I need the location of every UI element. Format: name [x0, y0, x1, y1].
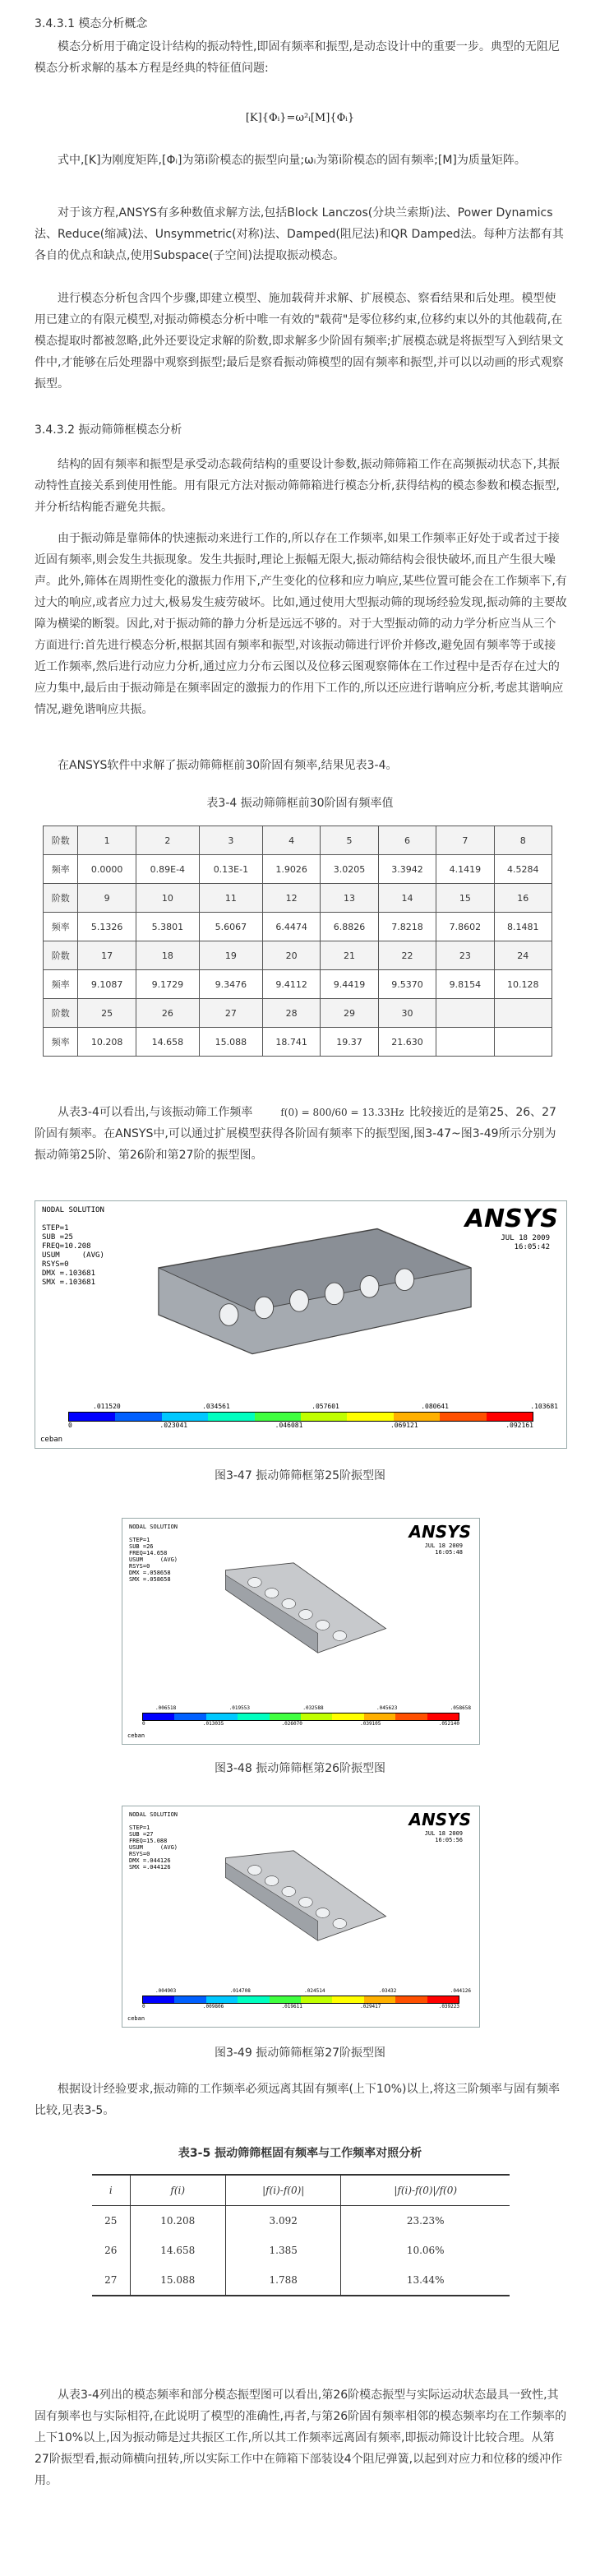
contour-band [301, 1996, 332, 2003]
legend-tick-label: 0 [68, 1422, 72, 1429]
table-cell: 6.4474 [262, 913, 320, 941]
contour-legend-bar [142, 1713, 459, 1721]
column-header: |f(i)-f(0)| [226, 2175, 341, 2206]
header-row [92, 2175, 510, 2206]
section-heading-modal-concept: 3.4.3.1 模态分析概念 [35, 17, 148, 30]
table-cell: 0.0000 [78, 855, 136, 884]
table-cell: 2 [136, 826, 199, 855]
table-cell: 27 [199, 999, 262, 1028]
table-cell: 1.788 [226, 2265, 341, 2296]
row-header-cell: 阶数 [44, 941, 78, 970]
table-cell: 18.741 [262, 1028, 320, 1057]
contour-band [238, 1713, 269, 1720]
table-cell: 10.208 [130, 2206, 225, 2236]
legend-tick-label: .009806 [202, 2004, 224, 2009]
contour-band [440, 1413, 486, 1421]
row-header-cell: 频率 [44, 1028, 78, 1057]
table-cell: 30 [378, 999, 436, 1028]
table-cell: 25 [104, 2215, 118, 2227]
table-cell: 19.37 [321, 1028, 378, 1057]
eigen-equation: [K]{Φᵢ}=ω²ᵢ[M]{Φᵢ} [245, 112, 355, 124]
solution-time: 16:05:42 [514, 1243, 550, 1251]
frequency-row [44, 855, 552, 884]
legend-ticks-top [142, 2004, 459, 2009]
table-cell: 17 [78, 941, 136, 970]
legend-tick-label: .03432 [378, 1988, 397, 1994]
table-cell: 25 [78, 999, 136, 1028]
table-cell: 4.1419 [436, 855, 494, 884]
contour-band [143, 1713, 174, 1720]
row-header-cell: 阶数 [44, 826, 78, 855]
legend-tick-label: .044126 [450, 1988, 471, 1994]
table-cell: 9.1087 [78, 970, 136, 999]
paragraph: 结构的固有频率和振型是承受动态载荷结构的重要设计参数,振动筛筛箱工作在高频振动状态下,其振动特性直接关系到使用性能。用有限元方法对振动筛筛箱进行模态分析,获得结构的模态参数和模态振型,并分析结构能否避免共振。 [35, 458, 560, 514]
table-cell: 15.088 [199, 1028, 262, 1057]
legend-tick-label: .006518 [155, 1705, 177, 1711]
table-cell: 27 [92, 2265, 130, 2296]
contour-band [347, 1413, 393, 1421]
table-cell: 13 [321, 884, 378, 913]
table-cell: 28 [262, 999, 320, 1028]
column-header: i [92, 2175, 130, 2206]
contour-band [162, 1413, 208, 1421]
table-cell: 12 [262, 884, 320, 913]
table-cell: 18 [136, 941, 199, 970]
figure-caption: 图3-48 振动筛筛框第26阶振型图 [214, 1762, 386, 1775]
frequency-row [44, 913, 552, 941]
table-cell: 9.4419 [321, 970, 378, 999]
legend-tick-label: .032588 [302, 1705, 324, 1711]
contour-band [208, 1413, 254, 1421]
contour-band [394, 1413, 440, 1421]
table-cell: 11 [199, 884, 262, 913]
contour-band [332, 1996, 363, 2003]
legend-tick-label: .026070 [281, 1721, 302, 1727]
legend-tick-label: .039105 [360, 1721, 381, 1727]
solution-date: JUL 18 2009 [501, 1234, 550, 1242]
row-header-cell: 频率 [44, 855, 78, 884]
figure-caption: 图3-49 振动筛筛框第27阶振型图 [214, 2046, 386, 2060]
table-cell: 5.3801 [136, 913, 199, 941]
table-cell: 6.8826 [321, 913, 378, 941]
table-cell: 21.630 [378, 1028, 436, 1057]
figure-footer: ceban [127, 1732, 145, 1739]
table-cell: 9.1729 [136, 970, 199, 999]
table-cell: 10 [136, 884, 199, 913]
legend-tick-label: .029417 [360, 2004, 381, 2009]
solution-info: NODAL SOLUTION STEP=1 SUB =27 FREQ=15.088 USUM (AVG) RSYS=0 DMX =.044126 SMX =.044126 [129, 1811, 178, 1871]
figure-footer: ceban [40, 1436, 63, 1444]
table-cell: 26 [104, 2245, 118, 2256]
legend-tick-label: .019553 [228, 1705, 250, 1711]
contour-band [206, 1713, 238, 1720]
table-cell: 29 [321, 999, 378, 1028]
table-cell: 26 [136, 999, 199, 1028]
legend-tick-label: .013035 [202, 1721, 224, 1727]
ansys-logo: ANSYS [464, 1205, 558, 1233]
legend-tick-label: .024514 [304, 1988, 325, 1994]
contour-band [174, 1713, 205, 1720]
row-header-cell: 阶数 [44, 884, 78, 913]
table-caption: 表3-4 振动筛筛框前30阶固有频率值 [206, 797, 394, 810]
table-cell: 8 [494, 826, 552, 855]
row-header-cell: 阶数 [44, 999, 78, 1028]
contour-band [255, 1413, 301, 1421]
figure-caption: 图3-47 振动筛筛框第25阶振型图 [214, 1469, 386, 1482]
contour-band [115, 1413, 161, 1421]
legend-tick-label: .046081 [275, 1422, 303, 1429]
table-row [92, 2236, 510, 2265]
contour-band [270, 1713, 301, 1720]
paragraph: 对于该方程,ANSYS有多种数值求解方法,包括Block Lanczos(分块兰索斯)法、Power Dynamics法、Reduce(缩减)法、Unsymmetric(对称)法、Damped(阻尼法)和QR Damped法。每种方法都有其各自的优点和缺点,使用Subspace(子空间)法提取振动模态。 [35, 206, 564, 262]
table-cell: 10.06% [341, 2236, 510, 2265]
contour-band [270, 1996, 301, 2003]
column-header: f(i) [130, 2175, 225, 2206]
legend-ticks-bottom [155, 1988, 471, 1994]
working-frequency-formula: f(0) = 800/60 = 13.33Hz [280, 1107, 404, 1118]
table-cell: 9 [78, 884, 136, 913]
contour-band [301, 1413, 347, 1421]
table-cell: 7 [436, 826, 494, 855]
legend-tick-label: .014708 [229, 1988, 251, 1994]
legend-ticks-top [68, 1422, 533, 1429]
legend-tick-label: .019611 [281, 2004, 302, 2009]
solution-time: 16:05:48 [435, 1549, 463, 1556]
table-cell: 6 [378, 826, 436, 855]
legend-tick-label: .045623 [376, 1705, 398, 1711]
mode-shape-figure-25 [35, 1200, 567, 1449]
table-cell [436, 999, 494, 1028]
contour-band [395, 1713, 427, 1720]
table-cell: 14 [378, 884, 436, 913]
legend-ticks-top [142, 1721, 459, 1727]
solution-info: NODAL SOLUTION STEP=1 SUB =25 FREQ=10.208 USUM (AVG) RSYS=0 DMX =.103681 SMX =.103681 [42, 1206, 104, 1287]
solution-date: JUL 18 2009 [424, 1830, 463, 1837]
contour-band [364, 1713, 395, 1720]
order-row [44, 826, 552, 855]
table-cell: 9.4112 [262, 970, 320, 999]
solution-date: JUL 18 2009 [424, 1542, 463, 1549]
table-cell: 7.8602 [436, 913, 494, 941]
frequency-row [44, 1028, 552, 1057]
table-cell: 3.0205 [321, 855, 378, 884]
solution-info: NODAL SOLUTION STEP=1 SUB =26 FREQ=14.658 USUM (AVG) RSYS=0 DMX =.058658 SMX =.058658 [129, 1524, 178, 1583]
figure-footer: ceban [127, 2015, 145, 2022]
row-header-cell: 频率 [44, 970, 78, 999]
table-cell: 9.5370 [378, 970, 436, 999]
table-cell: 23.23% [341, 2206, 510, 2236]
paragraph-intro [35, 1102, 567, 1166]
table-cell: 15 [436, 884, 494, 913]
contour-band [427, 1713, 459, 1720]
table-cell: 0.13E-1 [199, 855, 262, 884]
legend-tick-label: .011520 [93, 1403, 121, 1410]
table-cell: 15.088 [130, 2265, 225, 2296]
table-cell: 4 [262, 826, 320, 855]
contour-band [332, 1713, 363, 1720]
table-cell: 8.1481 [494, 913, 552, 941]
contour-band [427, 1996, 459, 2003]
table-cell: 1.385 [226, 2236, 341, 2265]
table-cell [494, 999, 552, 1028]
table-cell: 7.8218 [378, 913, 436, 941]
legend-ticks-bottom [155, 1705, 471, 1711]
table-cell: 21 [321, 941, 378, 970]
table-cell: 1.9026 [262, 855, 320, 884]
order-row [44, 999, 552, 1028]
table-cell: 3.3942 [378, 855, 436, 884]
ansys-logo: ANSYS [408, 1522, 471, 1542]
section-heading-screen-frame-modal: 3.4.3.2 振动筛筛框模态分析 [35, 423, 182, 437]
table-cell: 19 [199, 941, 262, 970]
legend-tick-label: .023041 [159, 1422, 188, 1429]
contour-band [206, 1996, 238, 2003]
legend-tick-label: 0 [142, 2004, 145, 2009]
legend-tick-label: .080641 [421, 1403, 449, 1410]
table-cell: 23 [436, 941, 494, 970]
table-cell: 3.092 [226, 2206, 341, 2236]
solution-time: 16:05:56 [435, 1837, 463, 1843]
mode-shape-model [134, 1221, 496, 1377]
mode-shape-figure-27 [122, 1806, 480, 2028]
table-cell [494, 1028, 552, 1057]
table-cell: 3 [199, 826, 262, 855]
paragraph: 进行模态分析包含四个步骤,即建立模型、施加载荷并求解、扩展模态、察看结果和后处理。模型使用已建立的有限元模型,对振动筛模态分析中唯一有效的"载荷"是零位移约束,位移约束以外的其他载荷,在模态提取时都被忽略,此外还要设定求解的阶数,即求解多少阶固有频率;扩展模态就是将振型写入到结果文件中,才能够在后处理器中观察到振型;最后是察看振动筛模型的固有频率和振型,并可以以动画的形式观察振型。 [35, 292, 564, 391]
table-cell: 5.6067 [199, 913, 262, 941]
order-row [44, 884, 552, 913]
legend-tick-label: .058658 [450, 1705, 471, 1711]
legend-tick-label: .092161 [505, 1422, 533, 1429]
legend-tick-label: .039223 [438, 2004, 459, 2009]
table-cell: 22 [378, 941, 436, 970]
mode-shape-model [196, 1823, 410, 1971]
table-cell: 10.128 [494, 970, 552, 999]
contour-band [174, 1996, 205, 2003]
contour-band [487, 1413, 533, 1421]
frequency-row [44, 970, 552, 999]
legend-ticks-bottom [93, 1403, 558, 1410]
paragraph-part: 比较接近的是第25、26、27阶固有频率。在ANSYS中,可以通过扩展模型获得各阶固有频率下的振型图,图3-47~图3-49所示分别为振动筛第25阶、第26阶和第27阶的振型图。 [35, 1106, 556, 1162]
legend-tick-label: .004903 [155, 1988, 177, 1994]
contour-band [238, 1996, 269, 2003]
legend-tick-label: .069121 [390, 1422, 418, 1429]
frequency-table [43, 826, 552, 1057]
contour-legend-bar [68, 1412, 533, 1422]
paragraph: 在ANSYS软件中求解了振动筛筛框前30阶固有频率,结果见表3-4。 [58, 759, 398, 772]
comparison-table [92, 2174, 510, 2296]
legend-tick-label: .052140 [438, 1721, 459, 1727]
ansys-logo: ANSYS [408, 1810, 471, 1829]
contour-band [143, 1996, 174, 2003]
mode-shape-model [196, 1535, 410, 1683]
table-cell [436, 1028, 494, 1057]
table-cell: 10.208 [78, 1028, 136, 1057]
table-cell: 9.8154 [436, 970, 494, 999]
paragraph: 模态分析用于确定设计结构的振动特性,即固有频率和振型,是动态设计中的重要一步。典型的无阻尼模态分析求解的基本方程是经典的特征值问题: [35, 40, 560, 75]
contour-legend-bar [142, 1996, 459, 2004]
paragraph: 从表3-4列出的模态频率和部分模态振型图可以看出,第26阶模态振型与实际运动状态最具一致性,其固有频率也与实际相符,在此说明了模型的准确性,再者,与第26阶固有频率相邻的模态频率均在工作频率的上下10%以上,因为振动筛是过共振区工作,所以其工作频率远离固有频率,即振动筛设计比较合理。从第27阶振型看,振动筛横向扭转,所以实际工作中在筛箱下部装设4个阻尼弹簧,以起到对应力和位移的缓冲作用。 [35, 2389, 567, 2487]
order-row [44, 941, 552, 970]
column-header: |f(i)-f(0)|/f(0) [341, 2175, 510, 2206]
legend-tick-label: .034561 [202, 1403, 230, 1410]
legend-tick-label: .103681 [530, 1403, 558, 1410]
table-row [92, 2206, 510, 2236]
table-cell: 24 [494, 941, 552, 970]
table-cell: 20 [262, 941, 320, 970]
table-cell: 14.658 [130, 2236, 225, 2265]
table-cell: 5 [321, 826, 378, 855]
contour-band [364, 1996, 395, 2003]
table-cell: 9.3476 [199, 970, 262, 999]
table-row [92, 2265, 510, 2296]
table-cell: 13.44% [341, 2265, 510, 2296]
contour-band [69, 1413, 115, 1421]
table-cell: 4.5284 [494, 855, 552, 884]
paragraph: 式中,[K]为刚度矩阵,[Φᵢ]为第i阶模态的振型向量;ωᵢ为第i阶模态的固有频率;[M]为质量矩阵。 [58, 154, 526, 167]
mode-shape-figure-26 [122, 1518, 480, 1745]
paragraph: 由于振动筛是靠筛体的快速振动来进行工作的,所以存在工作频率,如果工作频率正好处于或者过于接近固有频率,则会发生共振现象。发生共振时,理论上振幅无限大,振动筛结构会很快破坏,而且产生很大噪声。此外,筛体在周期性变化的激振力作用下,产生变化的位移和应力响应,某些位置可能会在工作频率下,有过大的响应,或者应力过大,极易发生疲劳破坏。比如,通过使用大型振动筛的现场经验发现,振动筛的主要故障为横梁的断裂。因此,对于振动筛的静力分析是远远不够的。对于大型振动筛的动力学分析应当从三个方面进行:首先进行模态分析,根据其固有频率和振型,对该振动筛进行评价并修改,避免固有频率等于或接近工作频率,然后进行动应力分析,通过应力分布云图以及位移云图观察筛体在工作过程中是否存在过大的应力集中,最后由于振动筛是在频率固定的激振力的作用下工作的,所以还应进行谐响应分析,考虑其谐响应情况,避免谐响应共振。 [35, 532, 567, 716]
contour-band [395, 1996, 427, 2003]
legend-tick-label: .057601 [312, 1403, 339, 1410]
table-cell: 1 [78, 826, 136, 855]
table-cell: 16 [494, 884, 552, 913]
table-caption: 表3-5 振动筛筛框固有频率与工作频率对照分析 [178, 2147, 422, 2160]
paragraph: 根据设计经验要求,振动筛的工作频率必须远离其固有频率(上下10%)以上,将这三阶频率与固有频率比较,见表3-5。 [35, 2083, 560, 2117]
table-cell: 0.89E-4 [136, 855, 199, 884]
table-cell: 5.1326 [78, 913, 136, 941]
contour-band [301, 1713, 332, 1720]
paragraph-part: 从表3-4可以看出,与该振动筛工作频率 [58, 1106, 253, 1119]
legend-tick-label: 0 [142, 1721, 145, 1727]
row-header-cell: 频率 [44, 913, 78, 941]
table-cell: 14.658 [136, 1028, 199, 1057]
